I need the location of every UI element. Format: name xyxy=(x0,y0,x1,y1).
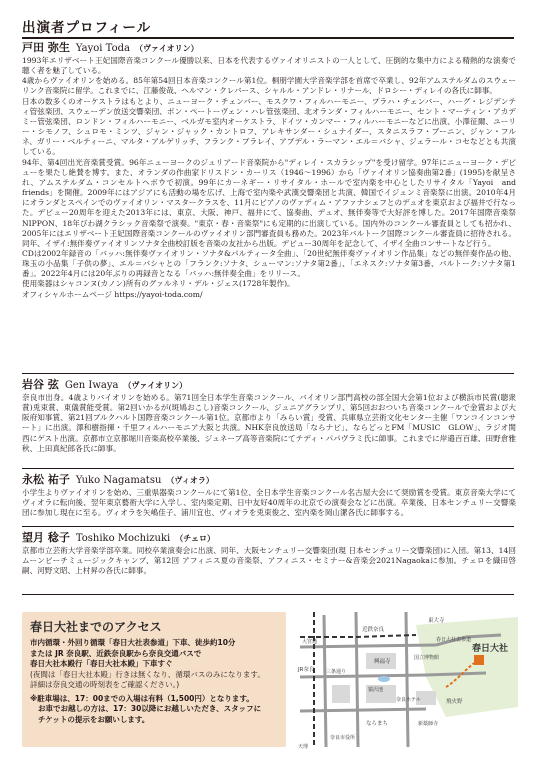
map-label-tobihino: 飛火野 xyxy=(446,699,463,705)
bio-paragraph: CDは2002年録音の「バッハ:無伴奏ヴァイオリン・ソナタ&パルティータ全曲」、「20世紀無伴奏ヴァイオリン作品集」などの無伴奏作品の他、珠玉の小品集「子供の夢」、エル＝バシャとの「フランク:ソナタ、シューマン:ソナタ第2番」、「エネスク:ソナタ第3番、バルトーク:ソナタ第1番」。2022年4月には20年ぶりの再録音となる「バッハ:無伴奏全曲」をリリース。 xyxy=(22,248,516,279)
section-divider xyxy=(22,373,514,374)
performer-name-jp: 岩谷 弦 xyxy=(22,378,59,391)
bio-paragraph: 4歳からヴァイオリンを始める。85年第54回日本音楽コンクール第1位。桐朋学園大学音楽学部を首席で卒業し、92年アムステルダムのスウェーリンク音楽院に留学。これまでに、江藤俊哉、ヘルマン・クレバース、シャルル・アンドレ・リナール、ドロシー・ディレイの各氏に師事。 xyxy=(22,76,516,96)
map-label-city-hall: 奈良市役所 xyxy=(330,735,356,741)
map-label-sanjo: 三条通り xyxy=(326,669,347,675)
map-label-tenri: 天理 xyxy=(298,744,309,750)
performer-name-en: Gen Iwaya xyxy=(64,380,119,391)
performer-profile-toda xyxy=(22,41,524,300)
performer-profile-nagamatsu xyxy=(22,473,516,518)
performer-name-line xyxy=(22,378,516,393)
bio-paragraph: 94年、第4回出光音楽賞受賞。96年ニューヨークのジュリアード音楽院から"ディレイ・スカラシップ"を受け留学。97年にニューヨーク・デビューを果たし絶賛を博す。また、オランダの作曲家ドリスドン・カーリス（1946〜1996）から「ヴァイオリン協奏曲第2番」(1995)を献呈され、アムステルダム・コンセルトヘボウで初演。99年にカーネギー・リサイタル・ホールで室内楽を中心としたリサイタル「Yayoi and friends」を開催。2009年にはアジアにも活動の場を広げ、上海で室内楽や武漢交響楽団と共演、韓国でイジュンミ音楽祭に出演。2010年4月にオランダとスペインでのヴァイオリン・マスタークラスを、11月にビアノのヴァディム・アファナシェフとのデュオを東京および福井で行なった。デビュー20周年を迎えた2013年には、東京、大阪、神戸、福井にて、協奏曲、デュオ、無伴奏等で大好評を博した。2017年国際音楽祭 NIPPON、18年びわ湖クラシック音楽祭で演奏。"東京・春・音楽祭"にも定期的に出演している。国内外のコンクール審査員としても招かれ、2005年にはエリザベート王妃国際音楽コンクールのヴァイオリン部門審査員も務めた。2023年バルトーク国際コンクール審査員に招待される。同年、イザイ:無伴奏ヴァイオリンソナタ全曲校訂版を音楽の友社から出版。デビュー30周年を記念して、イザイ全曲コンサートなど行う。 xyxy=(22,157,524,248)
performer-name-line xyxy=(22,531,516,546)
access-line: 市内循環・外回り循環「春日大社表参道」下車、徒歩約10分 xyxy=(30,638,236,647)
performer-profile-iwaya xyxy=(22,378,516,454)
bio-paragraph: 1993年エリザベート王妃国際音楽コンクール優勝以来、日本を代表するヴァイオリニストの一人として、圧倒的な集中力による精熱的な演奏で聴く者を魅了している。 xyxy=(22,56,516,76)
section-divider xyxy=(22,468,514,469)
section-divider xyxy=(22,526,514,527)
map-label-omiya-dori: 大宮通 xyxy=(302,639,318,645)
map-svg xyxy=(296,607,518,750)
page-title: 出演者プロフィール xyxy=(22,20,152,36)
title-rule xyxy=(22,37,514,39)
access-directions xyxy=(30,638,280,725)
road xyxy=(324,615,326,747)
bio-paragraph: 小学生よりヴァイオリンを始め、三重県器楽コンクールにて第1位、全日本学生音楽コンクール名古屋大会にて奨励賞を受賞。東京音楽大学にてヴィオラに転向後、翌年東京藝術大学に入学し、室内楽定期、日中友好40周年の北京での演奏会などに出演。卒業後、日本センチュリー交響楽団に参加し現在に至る。ヴィオラを矢嶋佳子、浦川宜也、ヴィオラを兎束俊之、室内楽を岡山潔各氏に師事する。 xyxy=(22,488,516,518)
bio-paragraph: 京都市立芸術大学音楽学部卒業。同校卒業演奏会に出演、同年、大阪センチュリー交響楽団(現 日本センチュリー交響楽団)に入団。第13、14回 ムーンビーチミュージックキャンプ、第12回 アフィニス夏の音楽祭、アフィニス・セミナー&音楽会2021Nagaokaに参加。チェロを織田啓嗣、河野文昭、上村昇の各氏に師事。 xyxy=(22,546,516,576)
performer-instrument: （ヴィオラ） xyxy=(166,475,214,485)
performer-bio xyxy=(22,56,524,300)
access-line: または JR 奈良駅、近鉄奈良駅から奈良交通バスで xyxy=(30,648,202,658)
map-label-kofukuji: 興福寺 xyxy=(374,659,391,665)
performer-name-jp: 望月 稔子 xyxy=(22,531,70,544)
performer-bio xyxy=(22,546,516,576)
road xyxy=(356,612,358,747)
parking-note: ※駐車場は、17：00までの入場は有料（1,500円）となります。 xyxy=(30,693,254,703)
section-divider xyxy=(22,594,514,595)
performer-instrument: （チェロ） xyxy=(175,533,216,543)
kasuga-marker-icon xyxy=(474,655,484,665)
access-line: 詳細は奈良交通の時刻表をご確認ください。) xyxy=(30,680,180,689)
performer-instrument: （ヴァイオリン） xyxy=(123,380,188,390)
bio-paragraph: 日本の数多くのオーケストラはもとより、ニューヨーク・チェンバー、モスクワ・フィルハーモニー、プラハ・チェンバー、ハーグ・レジデンティ管弦楽団、スウェーデン放送交響楽団、ポン・ペートーヴェン・ハレ管弦楽団、北オランダ・フィルハーモニー、セント・マーティン・アカデミー管弦楽団、ロンドン・フィルハーモニー、ベルガモ室内オーケストラ、ドイツ・カンマー・フィルハーモニーなどに出演、小澤征爾、ユーリー・シモノフ、シュロモ・ミンツ、ジャン・ジャック・カントロフ、アレキサンダー・シュナイダー、スタニスラフ・ブーニン、ジャン・フルネ、ガリー・ベルティーニ、マルタ・アルゲリッチ、フランク・ブラレイ、アブデル・ラーマン・エル＝バシャ、ジェラール・コセなどとも共演している。 xyxy=(22,96,516,157)
performer-name-en: Yayoi Toda xyxy=(75,43,130,54)
map-label-todaiji: 東大寺 xyxy=(428,618,445,624)
road xyxy=(300,709,426,711)
map-label-jr-station: JR奈良 xyxy=(298,667,315,673)
bio-paragraph: 使用楽器はシャコンヌ(カノン)所有のグァルネリ・デル・ジェス(1728年製作)。 xyxy=(22,279,295,289)
parking-note: お車でお越しの方は、17：30以降にお越しいただき、スタッフに xyxy=(38,704,262,713)
map-label-kasuga-omote: 春日大社表参道 xyxy=(436,637,472,643)
access-line: (夜間は「春日大社本殿」行きは無くなり、循環バスのみになります。 xyxy=(30,669,265,679)
performer-name-line xyxy=(22,473,516,488)
performer-name-jp: 永松 祐子 xyxy=(22,473,70,486)
performer-name-en: Toshiko Mochizuki xyxy=(75,533,171,544)
performer-profile-mochizuki xyxy=(22,531,516,576)
map-label-national-museum: 国立博物館 xyxy=(414,655,440,661)
parking-note: チケットの提示をお願いします。 xyxy=(38,714,150,724)
map-label-naramachi: ならまち xyxy=(366,721,389,727)
map-label-sarusawa: 猿沢池 xyxy=(368,687,384,693)
performer-instrument: （ヴァイオリン） xyxy=(134,43,199,53)
map-label-nara-station: 近鉄奈良 xyxy=(362,627,385,633)
pond xyxy=(378,676,390,682)
performer-name-line xyxy=(22,41,516,56)
bio-paragraph: オフィシャルホームページ https://yayoi-toda.com/ xyxy=(22,289,203,299)
bio-paragraph: 奈良市出身。4歳よりバイオリンを始める。第71回全日本学生音楽コンクール、バイオリン部門高校の部全国大会第1位および横浜市民賞(聴衆賞)兎束賞、東儀賞能受賞。第2回いかるが(斑鳩おこし)音楽コンクール、ジュニアグランプリ、第5回おおついち音楽コンクールで金賞および大阪府知事賞、第21回ブルクハルト国際音楽コンクール第1位。京都市より「みらい賞」受賞、兵庫県立芸術文化センター主催「ワンコインコンサート」に出演。澤和樹指揮・千里フィルハーモニア大阪と共演。NHK奈良放送局「ならナビ」、ならどっとFM「MUSIC GLOW」、ラジオ関西にゲスト出演。京都市立京都堀川音楽高校卒業後、ジュネーブ高等音楽院にてテディ・パパヴラミ氏に師事。これまでに岸邉百百雄、田野倉雅秋、上田真紀郎各氏に師事。 xyxy=(22,393,516,453)
access-title: 春日大社までのアクセス xyxy=(30,620,162,634)
map-label-nara-hotel: 奈良ホテル xyxy=(396,697,421,703)
performer-bio xyxy=(22,393,516,454)
access-map xyxy=(296,607,518,750)
building-block xyxy=(332,685,350,703)
performer-name-en: Yuko Nagamatsu xyxy=(75,475,162,486)
performer-bio xyxy=(22,488,516,518)
map-label-kasuga: 春日大社 xyxy=(472,644,509,654)
access-info-box xyxy=(22,612,286,747)
road xyxy=(406,612,408,747)
map-label-shinyakushiji: 新薬師寺 xyxy=(418,721,439,727)
access-line: 春日大社本殿行「春日大社本殿」下車すぐ xyxy=(30,659,173,668)
road xyxy=(300,645,436,647)
performer-name-jp: 戸田 弥生 xyxy=(22,41,70,54)
